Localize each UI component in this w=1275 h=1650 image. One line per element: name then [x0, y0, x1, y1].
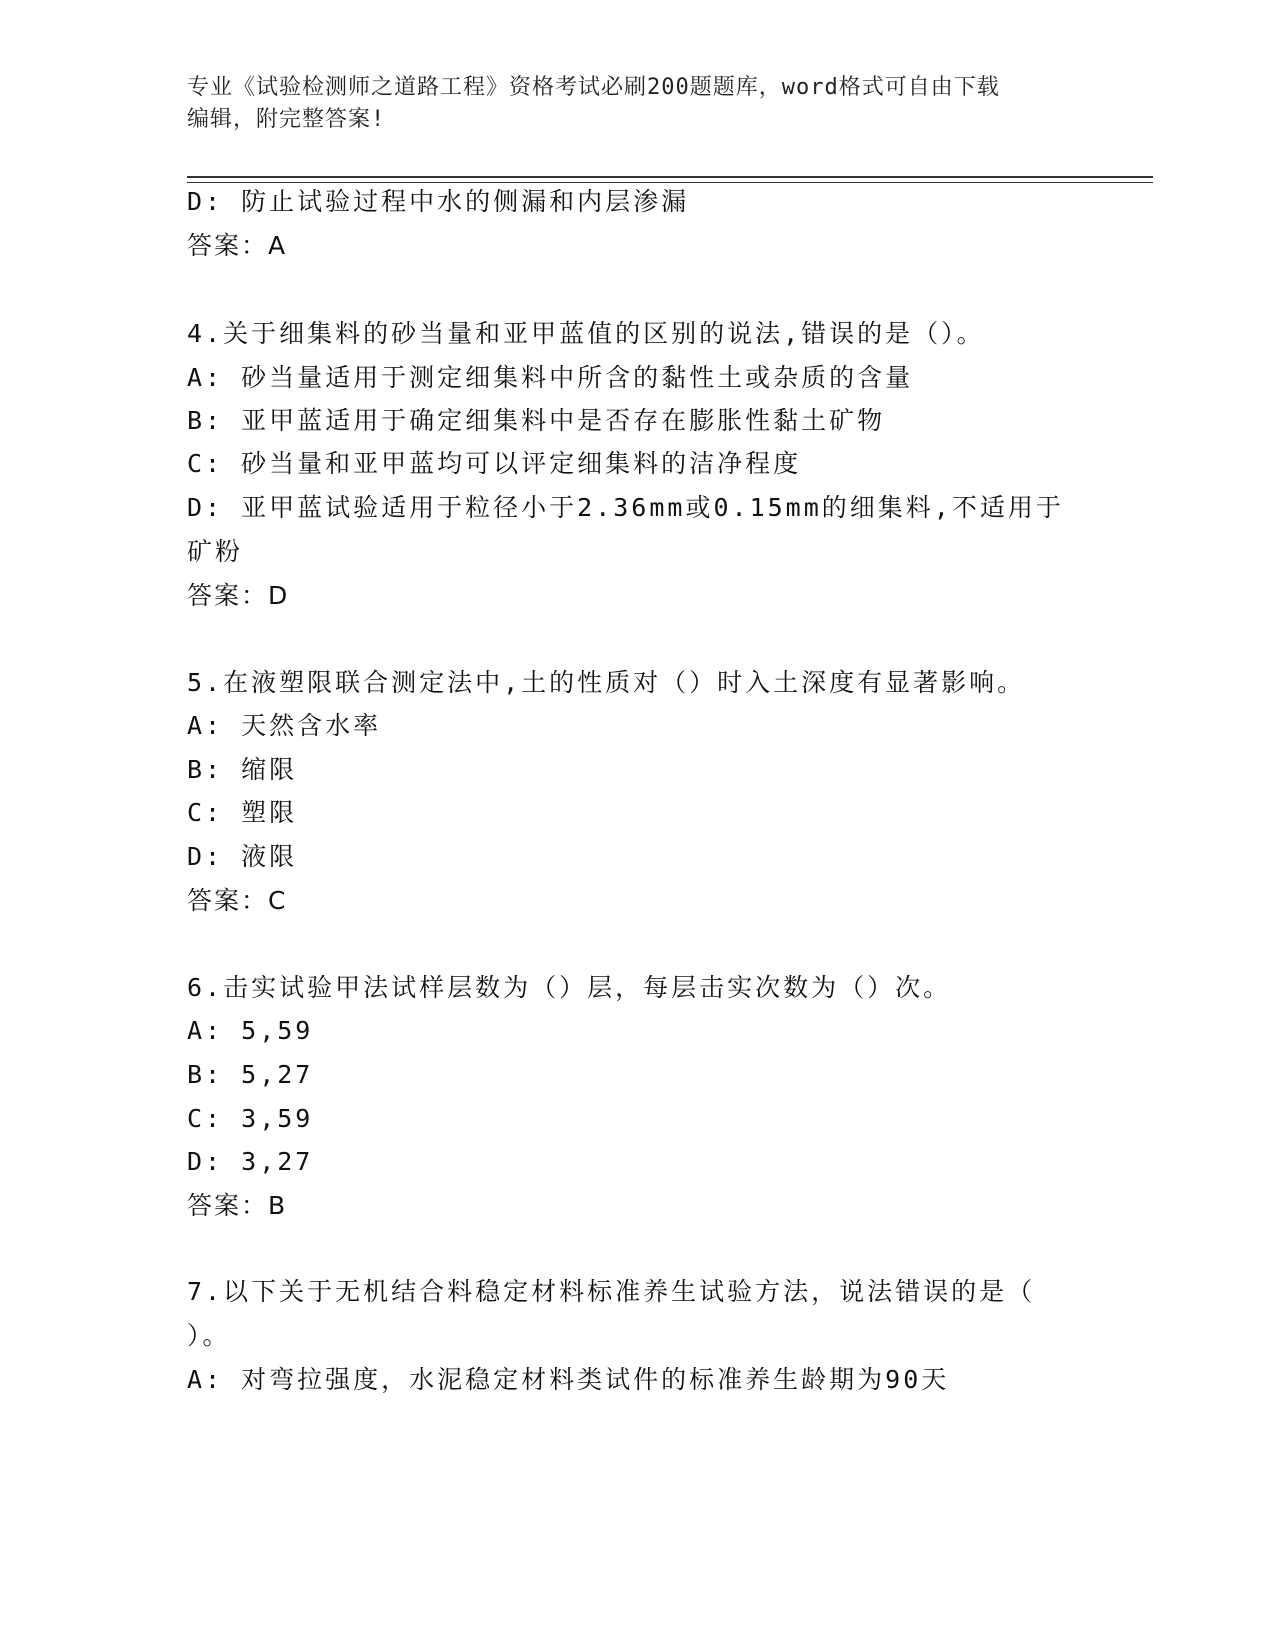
- prev-answer: 答案：A: [187, 231, 288, 260]
- q4-option-b: B: 亚甲蓝适用于确定细集料中是否存在膨胀性黏土矿物: [187, 406, 886, 435]
- q6-option-b: B: 5,27: [187, 1060, 314, 1089]
- q6-answer: 答案：B: [187, 1191, 288, 1220]
- q6-question: 6.击实试验甲法试样层数为（）层，每层击实次数为（）次。: [187, 973, 952, 1002]
- q5-answer: 答案：C: [187, 886, 288, 915]
- q7-question-line-2: ）。: [187, 1321, 231, 1350]
- q5-option-d: D: 液限: [187, 842, 298, 871]
- q6-option-d: D: 3,27: [187, 1147, 314, 1176]
- q6-option-a: A: 5,59: [187, 1016, 314, 1045]
- document-header: [187, 72, 1077, 136]
- header-divider-thin: [187, 182, 1153, 183]
- q5-option-c: C: 塑限: [187, 798, 298, 827]
- header-divider-thick: [187, 176, 1153, 178]
- q4-answer: 答案：D: [187, 581, 290, 610]
- q5-question: 5.在液塑限联合测定法中,土的性质对（）时入土深度有显著影响。: [187, 668, 1026, 697]
- prev-option-d: D: 防止试验过程中水的侧漏和内层渗漏: [187, 187, 690, 216]
- header-title-line-2: 编辑，附完整答案!: [187, 107, 386, 132]
- q4-option-d-line-1: D: 亚甲蓝试验适用于粒径小于2.36mm或0.15mm的细集料,不适用于: [187, 493, 1064, 522]
- q4-option-a: A: 砂当量适用于测定细集料中所含的黏性土或杂质的含量: [187, 363, 914, 392]
- q7-question-line-1: 7.以下关于无机结合料稳定材料标准养生试验方法，说法错误的是（: [187, 1277, 1036, 1306]
- q6-option-c: C: 3,59: [187, 1104, 314, 1133]
- q4-option-c: C: 砂当量和亚甲蓝均可以评定细集料的洁净程度: [187, 449, 802, 478]
- q4-question: 4.关于细集料的砂当量和亚甲蓝值的区别的说法,错误的是（）。: [187, 319, 985, 348]
- q5-option-b: B: 缩限: [187, 755, 298, 784]
- q4-option-d-line-2: 矿粉: [187, 537, 244, 566]
- q5-option-a: A: 天然含水率: [187, 711, 382, 740]
- q7-option-a: A: 对弯拉强度，水泥稳定材料类试件的标准养生龄期为90天: [187, 1365, 950, 1394]
- header-title-line-1: 专业《试验检测师之道路工程》资格考试必刷200题题库，word格式可自由下载: [187, 75, 1000, 100]
